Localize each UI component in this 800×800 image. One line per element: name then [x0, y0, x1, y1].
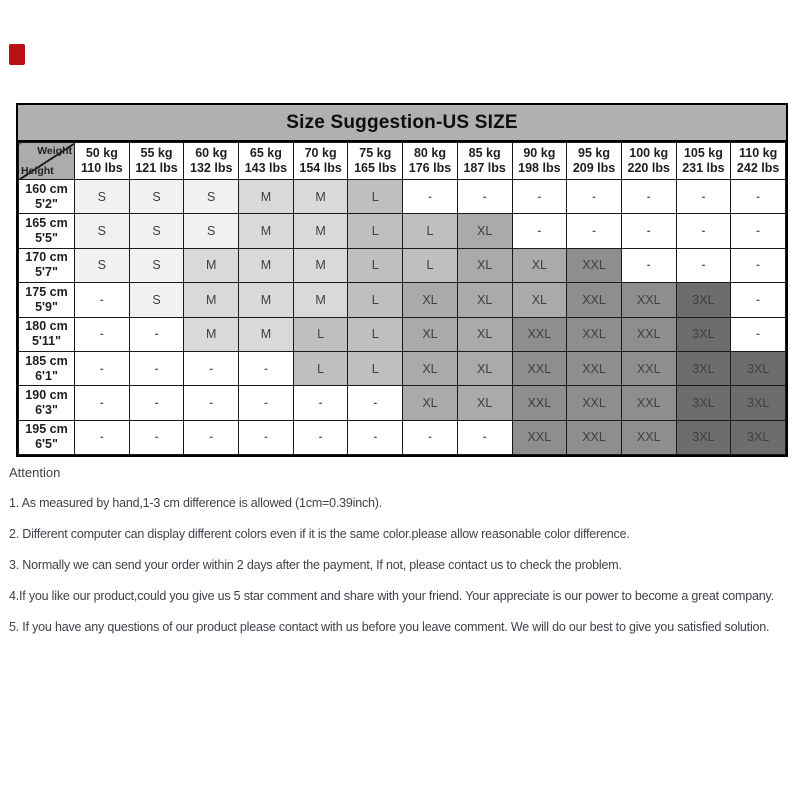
size-cell: L — [348, 283, 403, 317]
size-cell: S — [129, 283, 184, 317]
weight-header-cell: 50 kg 110 lbs — [75, 143, 130, 180]
size-chart — [16, 103, 788, 457]
size-cell: L — [348, 317, 403, 351]
size-cell: - — [512, 180, 567, 214]
size-cell: L — [348, 214, 403, 248]
size-cell: - — [129, 351, 184, 385]
weight-header-cell: 60 kg 132 lbs — [184, 143, 239, 180]
size-cell: M — [239, 283, 294, 317]
size-cell: - — [676, 248, 731, 282]
size-cell: L — [293, 351, 348, 385]
weight-header-cell: 80 kg 176 lbs — [403, 143, 458, 180]
size-cell: M — [293, 248, 348, 282]
size-cell: XL — [457, 351, 512, 385]
size-cell: S — [129, 214, 184, 248]
size-cell: - — [621, 248, 676, 282]
weight-header-cell: 90 kg 198 lbs — [512, 143, 567, 180]
size-cell: M — [184, 248, 239, 282]
table-row — [19, 420, 786, 454]
size-cell: M — [184, 283, 239, 317]
size-cell: - — [129, 420, 184, 454]
weight-header-cell: 55 kg 121 lbs — [129, 143, 184, 180]
weight-header-cell: 70 kg 154 lbs — [293, 143, 348, 180]
size-cell: - — [239, 386, 294, 420]
size-cell: XL — [403, 283, 458, 317]
size-cell: M — [184, 317, 239, 351]
height-header-cell: 195 cm 6'5" — [19, 420, 75, 454]
size-cell: XL — [403, 351, 458, 385]
size-cell: - — [403, 420, 458, 454]
size-cell: M — [239, 248, 294, 282]
size-cell: - — [348, 420, 403, 454]
height-header-cell: 165 cm 5'5" — [19, 214, 75, 248]
size-cell: - — [621, 180, 676, 214]
table-row — [19, 351, 786, 385]
size-cell: - — [512, 214, 567, 248]
size-cell: XXL — [512, 351, 567, 385]
size-cell: L — [403, 248, 458, 282]
size-cell: S — [129, 180, 184, 214]
size-cell: L — [403, 214, 458, 248]
size-cell: XXL — [567, 351, 622, 385]
size-cell: S — [184, 214, 239, 248]
height-header-cell: 170 cm 5'7" — [19, 248, 75, 282]
weight-header-cell: 105 kg 231 lbs — [676, 143, 731, 180]
height-header-cell: 175 cm 5'9" — [19, 283, 75, 317]
size-cell: XL — [512, 283, 567, 317]
size-cell: L — [293, 317, 348, 351]
size-cell: M — [293, 283, 348, 317]
size-cell: - — [75, 317, 130, 351]
size-cell: M — [293, 214, 348, 248]
weight-header-cell: 100 kg 220 lbs — [621, 143, 676, 180]
size-cell: - — [731, 248, 786, 282]
size-cell: 3XL — [676, 283, 731, 317]
size-cell: 3XL — [676, 420, 731, 454]
size-cell: - — [457, 180, 512, 214]
size-cell: - — [403, 180, 458, 214]
weight-header-cell: 85 kg 187 lbs — [457, 143, 512, 180]
attention-notes — [9, 465, 793, 651]
size-cell: - — [184, 351, 239, 385]
size-cell: - — [457, 420, 512, 454]
size-cell: M — [239, 317, 294, 351]
size-cell: XL — [457, 283, 512, 317]
size-cell: S — [184, 180, 239, 214]
table-row — [19, 386, 786, 420]
size-cell: L — [348, 351, 403, 385]
size-cell: XL — [457, 214, 512, 248]
size-cell: XL — [403, 317, 458, 351]
size-cell: - — [731, 214, 786, 248]
table-title: Size Suggestion-US SIZE — [18, 105, 786, 142]
size-cell: XXL — [621, 420, 676, 454]
corner-weight-label: Weight — [37, 145, 72, 157]
size-cell: XXL — [567, 248, 622, 282]
size-cell: S — [129, 248, 184, 282]
weight-header-cell: 65 kg 143 lbs — [239, 143, 294, 180]
height-header-cell: 185 cm 6'1" — [19, 351, 75, 385]
size-cell: - — [75, 351, 130, 385]
table-row — [19, 317, 786, 351]
size-cell: - — [239, 420, 294, 454]
size-cell: 3XL — [731, 386, 786, 420]
size-cell: M — [239, 180, 294, 214]
note-item: 1. As measured by hand,1-3 cm difference is allowed (1cm=0.39inch). — [9, 496, 383, 510]
size-cell: - — [184, 420, 239, 454]
weight-header-cell: 110 kg 242 lbs — [731, 143, 786, 180]
size-cell: - — [239, 351, 294, 385]
corner-height-label: Height — [21, 165, 54, 177]
red-badge — [9, 44, 25, 65]
size-cell: - — [293, 420, 348, 454]
size-cell: - — [75, 283, 130, 317]
size-cell: 3XL — [731, 351, 786, 385]
note-item: 5. If you have any questions of our product please contact with us before you leave comment. We will do our best to give you satisfied solution. — [9, 620, 770, 634]
header-row — [19, 143, 786, 180]
size-cell: S — [75, 180, 130, 214]
weight-header-cell: 95 kg 209 lbs — [567, 143, 622, 180]
size-cell: XXL — [621, 317, 676, 351]
size-cell: - — [567, 214, 622, 248]
size-cell: - — [567, 180, 622, 214]
size-cell: XL — [512, 248, 567, 282]
size-cell: - — [348, 386, 403, 420]
size-cell: XXL — [621, 386, 676, 420]
size-cell: - — [676, 180, 731, 214]
size-cell: - — [731, 180, 786, 214]
size-cell: XXL — [567, 283, 622, 317]
table-row — [19, 214, 786, 248]
size-cell: - — [293, 386, 348, 420]
size-cell: - — [676, 214, 731, 248]
size-cell: XXL — [567, 420, 622, 454]
corner-cell — [19, 143, 75, 180]
table-row — [19, 283, 786, 317]
size-cell: - — [75, 386, 130, 420]
size-cell: XXL — [621, 351, 676, 385]
table-row — [19, 248, 786, 282]
size-cell: XXL — [512, 420, 567, 454]
height-header-cell: 160 cm 5'2" — [19, 180, 75, 214]
table-row — [19, 180, 786, 214]
size-cell: XL — [403, 386, 458, 420]
size-cell: L — [348, 180, 403, 214]
size-cell: XXL — [567, 386, 622, 420]
height-header-cell: 180 cm 5'11" — [19, 317, 75, 351]
size-cell: - — [184, 386, 239, 420]
size-grid — [18, 142, 786, 455]
size-cell: - — [75, 420, 130, 454]
size-cell: XL — [457, 248, 512, 282]
size-cell: 3XL — [676, 351, 731, 385]
size-cell: XXL — [512, 386, 567, 420]
size-cell: S — [75, 214, 130, 248]
size-cell: M — [239, 214, 294, 248]
size-cell: S — [75, 248, 130, 282]
size-cell: XXL — [567, 317, 622, 351]
size-cell: 3XL — [731, 420, 786, 454]
note-item: 3. Normally we can send your order within 2 days after the payment, If not, please contact us to check the problem. — [9, 558, 622, 572]
notes-heading: Attention — [9, 465, 61, 480]
size-cell: - — [731, 317, 786, 351]
note-item: 4.If you like our product,could you give us 5 star comment and share with your friend. Your appreciate is our power to become a great company. — [9, 589, 774, 603]
size-cell: M — [293, 180, 348, 214]
size-cell: XXL — [512, 317, 567, 351]
size-cell: - — [731, 283, 786, 317]
size-cell: XL — [457, 386, 512, 420]
notes-list — [9, 496, 793, 634]
size-cell: 3XL — [676, 317, 731, 351]
note-item: 2. Different computer can display different colors even if it is the same color.please allow reasonable color difference. — [9, 527, 630, 541]
size-cell: - — [621, 214, 676, 248]
size-cell: XXL — [621, 283, 676, 317]
size-cell: - — [129, 317, 184, 351]
size-cell: XL — [457, 317, 512, 351]
weight-header-cell: 75 kg 165 lbs — [348, 143, 403, 180]
size-cell: - — [129, 386, 184, 420]
size-cell: 3XL — [676, 386, 731, 420]
height-header-cell: 190 cm 6'3" — [19, 386, 75, 420]
size-cell: L — [348, 248, 403, 282]
